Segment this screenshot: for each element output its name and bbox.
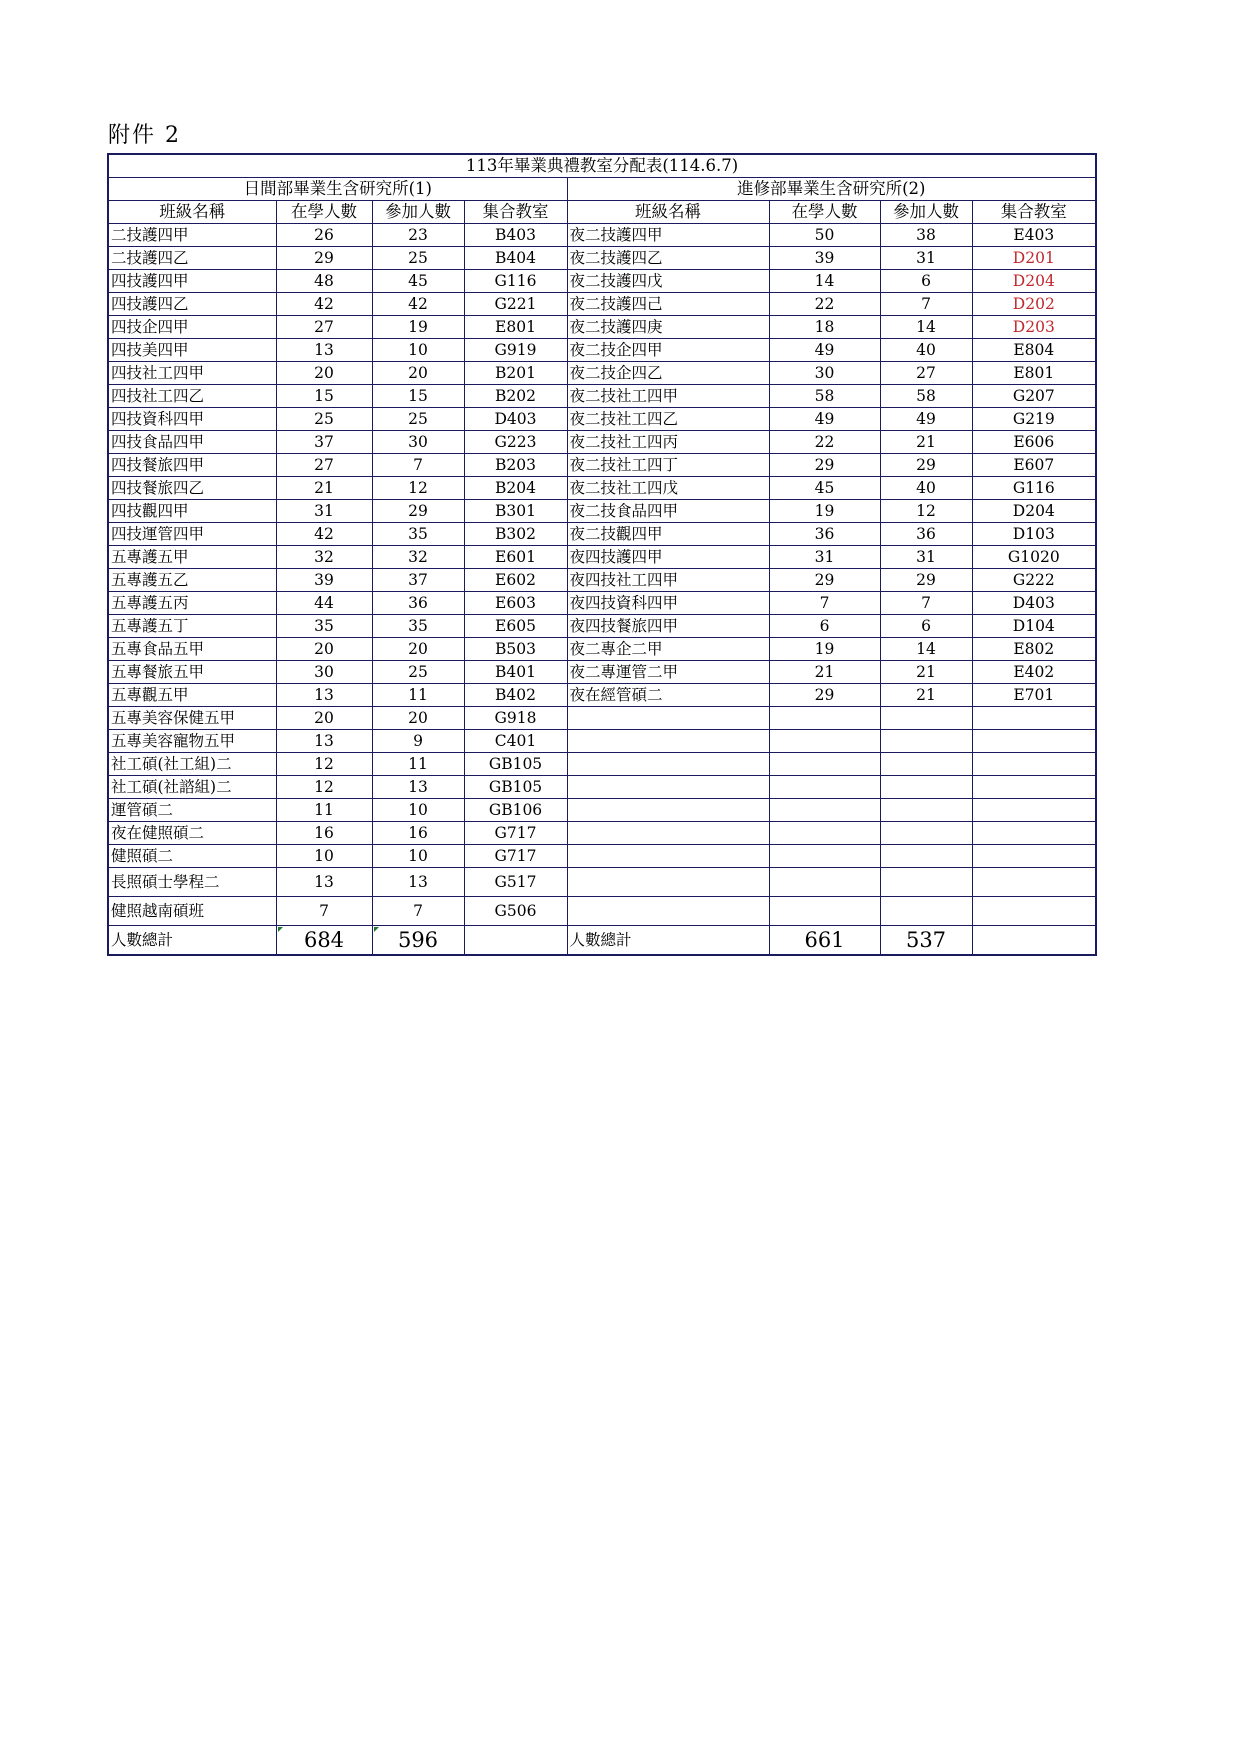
- night-class-name-cell: 夜二技企四乙: [567, 362, 769, 385]
- day-attending-cell: 10: [372, 845, 464, 868]
- table-row: [108, 684, 1096, 707]
- night-attending-cell: 31: [880, 247, 972, 270]
- column-header-enrolled: 在學人數: [769, 201, 880, 224]
- table-row: [108, 897, 1096, 926]
- day-attending-cell: 9: [372, 730, 464, 753]
- day-attending-cell: 13: [372, 776, 464, 799]
- night-enrolled-cell: 49: [769, 408, 880, 431]
- night-enrolled-cell: [769, 897, 880, 926]
- night-enrolled-cell: 7: [769, 592, 880, 615]
- day-attending-cell: 15: [372, 385, 464, 408]
- night-enrolled-cell: [769, 799, 880, 822]
- night-enrolled-cell: 36: [769, 523, 880, 546]
- table-row: [108, 523, 1096, 546]
- day-attending-cell: 35: [372, 615, 464, 638]
- night-attending-cell: [880, 776, 972, 799]
- day-enrolled-cell: 15: [276, 385, 372, 408]
- table-row: [108, 707, 1096, 730]
- table-row: [108, 477, 1096, 500]
- day-enrolled-cell: 30: [276, 661, 372, 684]
- day-class-name-cell: 四技美四甲: [108, 339, 276, 362]
- day-class-name-cell: 五專美容寵物五甲: [108, 730, 276, 753]
- day-attending-cell: 35: [372, 523, 464, 546]
- column-header-room: 集合教室: [464, 201, 567, 224]
- night-class-name-cell: 夜二技護四乙: [567, 247, 769, 270]
- day-room-cell: B204: [464, 477, 567, 500]
- day-room-cell: G116: [464, 270, 567, 293]
- day-attending-cell: 7: [372, 454, 464, 477]
- table-row: [108, 408, 1096, 431]
- day-room-cell: G221: [464, 293, 567, 316]
- table-title: 113年畢業典禮教室分配表(114.6.7): [108, 154, 1096, 178]
- night-attending-cell: 29: [880, 454, 972, 477]
- night-class-name-cell: 夜四技資科四甲: [567, 592, 769, 615]
- night-room-cell: E403: [972, 224, 1096, 247]
- night-attending-cell: 6: [880, 615, 972, 638]
- table-row: [108, 799, 1096, 822]
- day-attending-cell: 12: [372, 477, 464, 500]
- night-attending-cell: [880, 868, 972, 897]
- column-header-class-name: 班級名稱: [567, 201, 769, 224]
- night-attending-cell: 29: [880, 569, 972, 592]
- night-attending-cell: [880, 799, 972, 822]
- day-class-name-cell: 五專護五甲: [108, 546, 276, 569]
- night-attending-cell: 40: [880, 339, 972, 362]
- night-attending-cell: 14: [880, 316, 972, 339]
- table-row: [108, 661, 1096, 684]
- night-attending-cell: 7: [880, 592, 972, 615]
- day-enrolled-cell: 25: [276, 408, 372, 431]
- night-class-name-cell: 夜四技餐旅四甲: [567, 615, 769, 638]
- table-row: [108, 362, 1096, 385]
- night-room-cell: [972, 753, 1096, 776]
- night-class-name-cell: 夜二技社工四丁: [567, 454, 769, 477]
- day-enrolled-cell: 42: [276, 523, 372, 546]
- night-room-cell: E804: [972, 339, 1096, 362]
- night-room-cell: E701: [972, 684, 1096, 707]
- day-room-cell: G517: [464, 868, 567, 897]
- day-enrolled-cell: 37: [276, 431, 372, 454]
- table-row: [108, 270, 1096, 293]
- day-total-enrolled: 684: [276, 926, 372, 956]
- night-enrolled-cell: 31: [769, 546, 880, 569]
- day-total-attending: 596: [372, 926, 464, 956]
- day-room-cell: B503: [464, 638, 567, 661]
- day-room-cell: E601: [464, 546, 567, 569]
- table-row: [108, 822, 1096, 845]
- day-room-cell: B402: [464, 684, 567, 707]
- day-enrolled-cell: 27: [276, 316, 372, 339]
- day-class-name-cell: 社工碩(社諮組)二: [108, 776, 276, 799]
- day-class-name-cell: 四技運管四甲: [108, 523, 276, 546]
- night-room-cell: [972, 822, 1096, 845]
- night-enrolled-cell: 45: [769, 477, 880, 500]
- night-room-cell: D202: [972, 293, 1096, 316]
- night-room-cell: E402: [972, 661, 1096, 684]
- day-enrolled-cell: 12: [276, 776, 372, 799]
- night-room-cell: D403: [972, 592, 1096, 615]
- column-header-attending: 參加人數: [880, 201, 972, 224]
- night-enrolled-cell: [769, 707, 880, 730]
- day-room-cell: E605: [464, 615, 567, 638]
- night-class-name-cell: [567, 753, 769, 776]
- day-enrolled-cell: 16: [276, 822, 372, 845]
- night-class-name-cell: [567, 822, 769, 845]
- night-class-name-cell: 夜二技護四己: [567, 293, 769, 316]
- night-attending-cell: 40: [880, 477, 972, 500]
- table-row: [108, 316, 1096, 339]
- night-enrolled-cell: 49: [769, 339, 880, 362]
- night-attending-cell: 12: [880, 500, 972, 523]
- day-enrolled-cell: 12: [276, 753, 372, 776]
- night-attending-cell: 6: [880, 270, 972, 293]
- day-class-name-cell: 四技觀四甲: [108, 500, 276, 523]
- night-attending-cell: 38: [880, 224, 972, 247]
- night-class-name-cell: 夜二技社工四甲: [567, 385, 769, 408]
- night-enrolled-cell: 30: [769, 362, 880, 385]
- classroom-allocation-table: [107, 153, 1097, 956]
- day-enrolled-cell: 21: [276, 477, 372, 500]
- night-class-name-cell: 夜二技護四甲: [567, 224, 769, 247]
- table-row: [108, 293, 1096, 316]
- night-attending-cell: [880, 897, 972, 926]
- night-enrolled-cell: 29: [769, 569, 880, 592]
- table-row: [108, 776, 1096, 799]
- day-class-name-cell: 社工碩(社工組)二: [108, 753, 276, 776]
- day-room-cell: G919: [464, 339, 567, 362]
- day-attending-cell: 25: [372, 661, 464, 684]
- day-attending-cell: 19: [372, 316, 464, 339]
- day-enrolled-cell: 48: [276, 270, 372, 293]
- day-class-name-cell: 五專食品五甲: [108, 638, 276, 661]
- night-room-cell: [972, 799, 1096, 822]
- night-total-enrolled: 661: [769, 926, 880, 956]
- night-enrolled-cell: 29: [769, 684, 880, 707]
- night-room-cell: D204: [972, 500, 1096, 523]
- day-attending-cell: 25: [372, 408, 464, 431]
- night-attending-cell: [880, 822, 972, 845]
- table-row: [108, 868, 1096, 897]
- day-room-cell: G717: [464, 822, 567, 845]
- night-enrolled-cell: [769, 730, 880, 753]
- night-room-cell: D201: [972, 247, 1096, 270]
- column-header-attending: 參加人數: [372, 201, 464, 224]
- night-room-cell: [972, 897, 1096, 926]
- night-attending-cell: [880, 753, 972, 776]
- night-room-cell: E802: [972, 638, 1096, 661]
- day-attending-cell: 42: [372, 293, 464, 316]
- table-row: [108, 500, 1096, 523]
- day-room-cell: B404: [464, 247, 567, 270]
- night-class-name-cell: 夜二技社工四戊: [567, 477, 769, 500]
- night-enrolled-cell: 14: [769, 270, 880, 293]
- day-attending-cell: 11: [372, 753, 464, 776]
- day-class-name-cell: 夜在健照碩二: [108, 822, 276, 845]
- day-enrolled-cell: 29: [276, 247, 372, 270]
- night-attending-cell: 7: [880, 293, 972, 316]
- day-attending-cell: 20: [372, 638, 464, 661]
- night-attending-cell: 21: [880, 431, 972, 454]
- night-room-cell: G1020: [972, 546, 1096, 569]
- table-row: [108, 638, 1096, 661]
- night-enrolled-cell: 18: [769, 316, 880, 339]
- night-room-cell: [972, 730, 1096, 753]
- night-room-cell: D104: [972, 615, 1096, 638]
- night-enrolled-cell: 29: [769, 454, 880, 477]
- day-class-name-cell: 五專美容保健五甲: [108, 707, 276, 730]
- day-enrolled-cell: 35: [276, 615, 372, 638]
- night-room-cell: E607: [972, 454, 1096, 477]
- day-class-name-cell: 四技護四甲: [108, 270, 276, 293]
- table-row: [108, 546, 1096, 569]
- table-row: [108, 569, 1096, 592]
- day-enrolled-cell: 42: [276, 293, 372, 316]
- day-enrolled-cell: 32: [276, 546, 372, 569]
- table-row: [108, 339, 1096, 362]
- day-attending-cell: 32: [372, 546, 464, 569]
- day-enrolled-cell: 20: [276, 638, 372, 661]
- attachment-label: 附件 2: [108, 123, 181, 148]
- table-row: [108, 615, 1096, 638]
- day-class-name-cell: 四技資科四甲: [108, 408, 276, 431]
- night-class-name-cell: [567, 776, 769, 799]
- night-class-name-cell: 夜二技護四庚: [567, 316, 769, 339]
- day-class-name-cell: 五專觀五甲: [108, 684, 276, 707]
- night-enrolled-cell: 39: [769, 247, 880, 270]
- night-enrolled-cell: 22: [769, 431, 880, 454]
- day-attending-cell: 13: [372, 868, 464, 897]
- night-attending-cell: 49: [880, 408, 972, 431]
- day-attending-cell: 37: [372, 569, 464, 592]
- day-attending-cell: 10: [372, 799, 464, 822]
- day-attending-cell: 11: [372, 684, 464, 707]
- day-class-name-cell: 四技餐旅四甲: [108, 454, 276, 477]
- day-enrolled-cell: 10: [276, 845, 372, 868]
- day-attending-cell: 36: [372, 592, 464, 615]
- night-attending-cell: 31: [880, 546, 972, 569]
- night-class-name-cell: [567, 799, 769, 822]
- night-enrolled-cell: 19: [769, 500, 880, 523]
- night-room-cell: [972, 868, 1096, 897]
- night-attending-cell: [880, 707, 972, 730]
- day-total-label: 人數總計: [108, 926, 276, 956]
- table-row: [108, 224, 1096, 247]
- day-enrolled-cell: 26: [276, 224, 372, 247]
- night-class-name-cell: 夜四技社工四甲: [567, 569, 769, 592]
- night-enrolled-cell: 6: [769, 615, 880, 638]
- day-total-room-empty: [464, 926, 567, 956]
- day-room-cell: G918: [464, 707, 567, 730]
- night-attending-cell: 14: [880, 638, 972, 661]
- day-enrolled-cell: 11: [276, 799, 372, 822]
- night-enrolled-cell: 21: [769, 661, 880, 684]
- night-class-name-cell: 夜二技社工四乙: [567, 408, 769, 431]
- column-header-enrolled: 在學人數: [276, 201, 372, 224]
- day-class-name-cell: 二技護四乙: [108, 247, 276, 270]
- day-attending-cell: 45: [372, 270, 464, 293]
- night-class-name-cell: 夜在經管碩二: [567, 684, 769, 707]
- day-enrolled-cell: 7: [276, 897, 372, 926]
- totals-row: [108, 926, 1096, 956]
- night-enrolled-cell: [769, 868, 880, 897]
- night-room-cell: D203: [972, 316, 1096, 339]
- night-attending-cell: 58: [880, 385, 972, 408]
- day-attending-cell: 7: [372, 897, 464, 926]
- day-enrolled-cell: 13: [276, 868, 372, 897]
- night-enrolled-cell: [769, 845, 880, 868]
- night-enrolled-cell: [769, 822, 880, 845]
- day-class-name-cell: 五專護五丁: [108, 615, 276, 638]
- day-room-cell: G223: [464, 431, 567, 454]
- night-room-cell: D204: [972, 270, 1096, 293]
- night-class-name-cell: 夜二技護四戊: [567, 270, 769, 293]
- day-class-name-cell: 健照越南碩班: [108, 897, 276, 926]
- night-enrolled-cell: [769, 753, 880, 776]
- night-room-cell: [972, 707, 1096, 730]
- day-attending-cell: 23: [372, 224, 464, 247]
- day-enrolled-cell: 44: [276, 592, 372, 615]
- column-header-room: 集合教室: [972, 201, 1096, 224]
- night-attending-cell: 27: [880, 362, 972, 385]
- night-room-cell: [972, 845, 1096, 868]
- night-class-name-cell: [567, 730, 769, 753]
- table-row: [108, 385, 1096, 408]
- day-enrolled-cell: 27: [276, 454, 372, 477]
- night-enrolled-cell: [769, 776, 880, 799]
- night-enrolled-cell: 50: [769, 224, 880, 247]
- day-room-cell: B201: [464, 362, 567, 385]
- night-class-name-cell: 夜四技護四甲: [567, 546, 769, 569]
- night-class-name-cell: 夜二技社工四丙: [567, 431, 769, 454]
- night-room-cell: G207: [972, 385, 1096, 408]
- day-room-cell: G506: [464, 897, 567, 926]
- day-enrolled-cell: 20: [276, 362, 372, 385]
- day-attending-cell: 16: [372, 822, 464, 845]
- day-class-name-cell: 四技企四甲: [108, 316, 276, 339]
- night-enrolled-cell: 22: [769, 293, 880, 316]
- day-class-name-cell: 五專護五乙: [108, 569, 276, 592]
- day-room-cell: E801: [464, 316, 567, 339]
- table-row: [108, 753, 1096, 776]
- day-room-cell: B202: [464, 385, 567, 408]
- column-header-class-name: 班級名稱: [108, 201, 276, 224]
- night-attending-cell: 21: [880, 661, 972, 684]
- day-room-cell: G717: [464, 845, 567, 868]
- table-row: [108, 431, 1096, 454]
- day-room-cell: B401: [464, 661, 567, 684]
- night-room-cell: G222: [972, 569, 1096, 592]
- night-room-cell: E801: [972, 362, 1096, 385]
- day-room-cell: GB105: [464, 776, 567, 799]
- day-enrolled-cell: 39: [276, 569, 372, 592]
- night-class-name-cell: [567, 897, 769, 926]
- day-section-header: 日間部畢業生含研究所(1): [108, 178, 567, 201]
- night-class-name-cell: [567, 868, 769, 897]
- night-enrolled-cell: 19: [769, 638, 880, 661]
- day-class-name-cell: 運管碩二: [108, 799, 276, 822]
- night-room-cell: E606: [972, 431, 1096, 454]
- day-attending-cell: 20: [372, 362, 464, 385]
- night-class-name-cell: 夜二專運管二甲: [567, 661, 769, 684]
- night-class-name-cell: 夜二技食品四甲: [567, 500, 769, 523]
- day-room-cell: B203: [464, 454, 567, 477]
- day-class-name-cell: 四技餐旅四乙: [108, 477, 276, 500]
- day-class-name-cell: 五專護五丙: [108, 592, 276, 615]
- day-enrolled-cell: 31: [276, 500, 372, 523]
- day-attending-cell: 20: [372, 707, 464, 730]
- day-class-name-cell: 健照碩二: [108, 845, 276, 868]
- day-room-cell: D403: [464, 408, 567, 431]
- day-room-cell: E603: [464, 592, 567, 615]
- night-class-name-cell: 夜二技觀四甲: [567, 523, 769, 546]
- table-row: [108, 592, 1096, 615]
- night-room-cell: D103: [972, 523, 1096, 546]
- day-room-cell: GB105: [464, 753, 567, 776]
- night-attending-cell: [880, 845, 972, 868]
- night-attending-cell: 21: [880, 684, 972, 707]
- day-room-cell: B403: [464, 224, 567, 247]
- day-attending-cell: 29: [372, 500, 464, 523]
- day-enrolled-cell: 13: [276, 684, 372, 707]
- day-class-name-cell: 二技護四甲: [108, 224, 276, 247]
- day-enrolled-cell: 13: [276, 730, 372, 753]
- day-room-cell: B302: [464, 523, 567, 546]
- night-class-name-cell: 夜二技企四甲: [567, 339, 769, 362]
- day-enrolled-cell: 20: [276, 707, 372, 730]
- night-total-label: 人數總計: [567, 926, 769, 956]
- table-row: [108, 730, 1096, 753]
- day-class-name-cell: 長照碩士學程二: [108, 868, 276, 897]
- day-room-cell: B301: [464, 500, 567, 523]
- night-attending-cell: [880, 730, 972, 753]
- day-room-cell: E602: [464, 569, 567, 592]
- day-class-name-cell: 四技社工四乙: [108, 385, 276, 408]
- night-class-name-cell: 夜二專企二甲: [567, 638, 769, 661]
- day-attending-cell: 10: [372, 339, 464, 362]
- table-row: [108, 454, 1096, 477]
- day-attending-cell: 25: [372, 247, 464, 270]
- night-class-name-cell: [567, 707, 769, 730]
- day-class-name-cell: 四技護四乙: [108, 293, 276, 316]
- day-room-cell: C401: [464, 730, 567, 753]
- day-class-name-cell: 五專餐旅五甲: [108, 661, 276, 684]
- night-total-room-empty: [972, 926, 1096, 956]
- day-class-name-cell: 四技食品四甲: [108, 431, 276, 454]
- day-enrolled-cell: 13: [276, 339, 372, 362]
- night-class-name-cell: [567, 845, 769, 868]
- night-enrolled-cell: 58: [769, 385, 880, 408]
- day-room-cell: GB106: [464, 799, 567, 822]
- night-attending-cell: 36: [880, 523, 972, 546]
- day-class-name-cell: 四技社工四甲: [108, 362, 276, 385]
- night-room-cell: G116: [972, 477, 1096, 500]
- table-row: [108, 845, 1096, 868]
- night-room-cell: G219: [972, 408, 1096, 431]
- night-room-cell: [972, 776, 1096, 799]
- day-attending-cell: 30: [372, 431, 464, 454]
- night-section-header: 進修部畢業生含研究所(2): [567, 178, 1096, 201]
- table-row: [108, 247, 1096, 270]
- night-total-attending: 537: [880, 926, 972, 956]
